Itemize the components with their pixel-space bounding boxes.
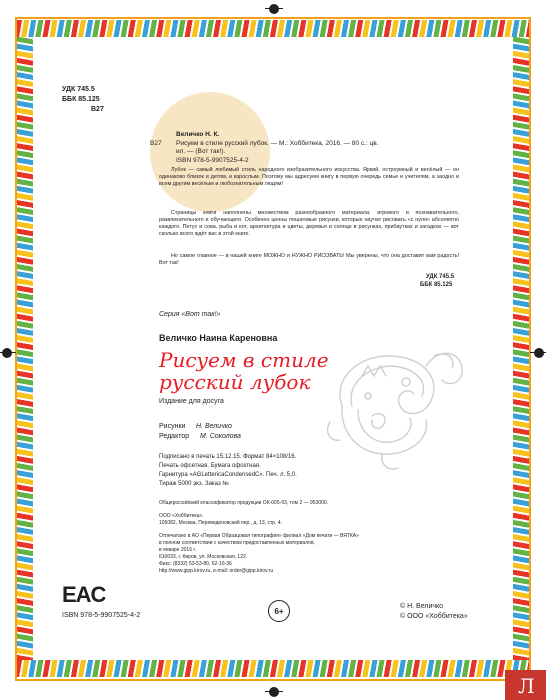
registration-mark-left: [2, 348, 12, 358]
copyright-author: © Н. Величко: [400, 603, 444, 610]
editor-label: Редактор: [159, 433, 190, 440]
record-code: В27: [150, 140, 162, 147]
printer-address: 610033, г. Киров, ул. Московская, 122.: [159, 554, 248, 560]
record-annotation-3: Но самое главное — в нашей книге МОЖНО и НУЖНО РИСОВАТЬ! Мы уверены, что она доставит вам радость! Вот так!: [159, 253, 459, 266]
printer-line: в январе 2016 г.: [159, 547, 196, 553]
record-title: Рисуем в стиле русский лубок. — М.: Хоббитека, 2016. — 80 с.: цв.: [176, 140, 379, 147]
illustrations-name: Н. Величко: [196, 423, 232, 430]
registration-mark-right: [534, 348, 544, 358]
editor-name: М. Соколова: [200, 433, 241, 440]
publisher-address: 105082, Москва, Переведеновский пер., д. 13, стр. 4.: [159, 520, 283, 526]
record-udk: УДК 745.5: [426, 274, 455, 280]
record-isbn: ISBN 978-5-9907525-4-2: [176, 157, 249, 164]
record-author: Величко Н. К.: [176, 131, 220, 138]
record-annotation-2: Страницы книги наполнены множеством разнообразного материала: игрового и познавательного, развлекательного и обучающего. Особенно ценны пошаговые рисунки, которые научат рисовать «с нуля» абсолютно каждого. Петух и сова, рыба и кот, архитектура и цветы, деревья и солнце в рисунках, прибаутках и загадках — вот сколько всего ждёт вас в этой книге.: [159, 210, 459, 237]
copyright-publisher: © ООО «Хоббитека»: [400, 613, 468, 620]
series-name: Серия «Вот так!»: [159, 311, 221, 318]
age-rating: 6+: [274, 606, 284, 616]
ornament-border-top: [17, 20, 529, 37]
registration-mark-bottom: [269, 687, 279, 697]
book-title-line-1: Рисуем в стиле: [159, 348, 329, 372]
illustrations-label: Рисунки: [159, 423, 186, 430]
print-info-line: Тираж 5000 экз. Заказ №: [159, 481, 229, 487]
print-info-line: Печать офсетная. Бумага офсетная.: [159, 463, 261, 469]
printer-line: Отпечатано в АО «Первая Образцовая типография» филиал «Дом печати — ВЯТКА»: [159, 533, 359, 539]
lubok-ornament-image: [322, 336, 470, 476]
book-title-line-2: русский лубок: [159, 370, 311, 394]
ornament-border-right: [513, 37, 529, 660]
corner-logo-letter: Л: [518, 674, 535, 698]
print-info-line: Гарнитура «AGLettericaCondensedC». Печ. л. 5,0.: [159, 472, 297, 478]
print-info-line: Подписано в печать 15.12.15. Формат 84×108/16.: [159, 454, 297, 460]
record-bbk: ББК 85.125: [420, 282, 453, 288]
bbk-code: ББК 85.125: [62, 96, 100, 103]
age-rating-badge: [268, 600, 290, 622]
publisher-name: ООО «Хоббитека».: [159, 513, 204, 519]
printer-line: в полном соответствии с качеством предоставленных материалов,: [159, 540, 316, 546]
cutter-code: В27: [91, 106, 104, 113]
record-title-2: ил. — (Вот так!).: [176, 148, 226, 155]
registration-mark-top: [269, 4, 279, 14]
ornament-border-bottom: [17, 660, 529, 677]
classifier-line: Общероссийский классификатор продукции ОК-005-93, том 2 — 953000.: [159, 500, 329, 506]
author-name: Величко Наина Кареновна: [159, 333, 278, 343]
printer-web: http://www.gipp.kirov.ru, e-mail: order@gipp.kirov.ru: [159, 568, 274, 574]
edition-type: Издание для досуга: [159, 398, 224, 405]
udk-code: УДК 745.5: [62, 86, 95, 93]
eac-mark: EAC: [62, 582, 106, 607]
printer-fax: Факс: (8332) 53-53-80, 62-10-36: [159, 561, 232, 567]
record-annotation-1: Лубок — самый любимый стиль народного изобразительного искусства. Яркий, остроумный и весёлый — он одинаково близок и детям, и взрослым. Поэтому мы адресуем книгу в первую очередь семье и учителям, а заодно и всем другим весёлым и любознательным людям!: [159, 167, 459, 187]
ornament-border-left: [17, 37, 33, 660]
isbn-bottom: ISBN 978-5-9907525-4-2: [62, 612, 141, 619]
